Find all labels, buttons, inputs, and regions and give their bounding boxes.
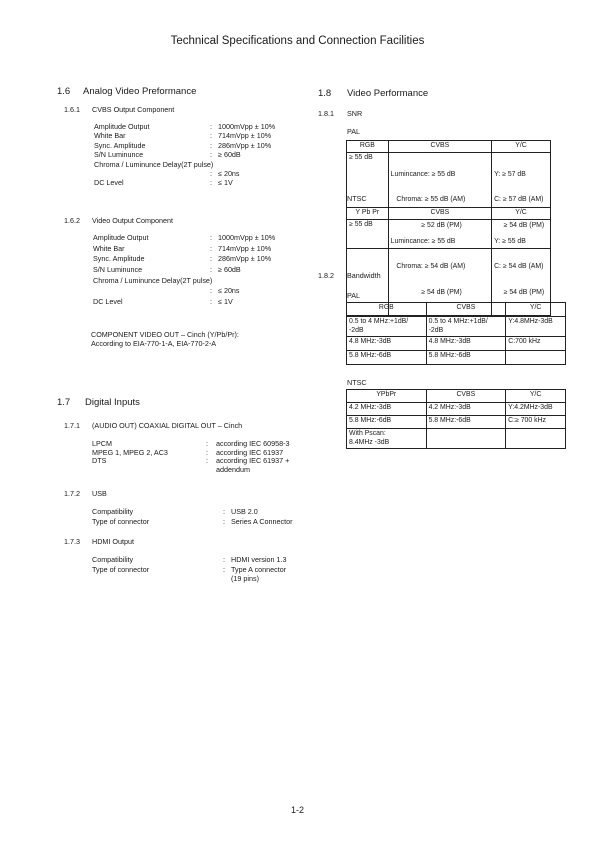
table-row (347, 337, 566, 351)
section-title: Analog Video Preformance (83, 86, 197, 97)
table-cell: Y: ≥ 55 dB C: ≥ 54 dB (AM) ≥ 54 dB (PM) (492, 219, 551, 316)
spec-row: White Bar : 714mVpp ± 10% (94, 131, 272, 141)
table-row (347, 429, 566, 449)
table-row (347, 403, 566, 416)
subsection-number: 1.8.1 (318, 109, 334, 118)
subsection-title: Bandwidth (347, 271, 381, 280)
subsection-number: 1.8.2 (318, 271, 334, 280)
spec-list-usb (92, 507, 293, 527)
subsection-number: 1.7.2 (64, 489, 80, 498)
spec-row: S/N Luminunce : ≥ 60dB (93, 265, 241, 275)
table-cell: 0.5 to 4 MHz:+1dB/ -2dB (426, 317, 506, 337)
column-header: RGB (347, 141, 389, 153)
section-number: 1.7 (57, 397, 71, 408)
table-cell: 4.2 MHz:-3dB (426, 403, 506, 416)
subsection-number: 1.7.3 (64, 537, 80, 546)
snr-ntsc-table (346, 207, 551, 316)
table-cell: C:700 kHz (506, 337, 566, 351)
table-cell: ≥ 55 dB (347, 219, 389, 316)
component-note (91, 330, 239, 349)
column-header: Y Pb Pr (347, 208, 389, 220)
spec-row: Sync. Amplitude : 286mVpp ± 10% (94, 140, 272, 150)
spec-row: Compatibility : HDMI version 1.3 (92, 555, 287, 564)
table-row (347, 351, 566, 365)
pal-label: PAL (347, 127, 361, 136)
spec-row: White Bar : 714mVpp ± 10% (93, 243, 272, 253)
spec-list-hdmi (92, 555, 287, 584)
subsection-title: Video Output Component (92, 216, 173, 225)
spec-list-digital-out (92, 439, 290, 475)
spec-list-component (93, 233, 276, 308)
spec-row: Type of connector : Series A Connector (92, 516, 293, 526)
column-header: Y/C (492, 141, 551, 153)
table-cell (506, 429, 566, 449)
bandwidth-pal-table (346, 302, 566, 365)
page-number: 1-2 (290, 805, 304, 815)
ntsc-label: NTSC (347, 194, 367, 203)
table-header-row (347, 208, 551, 220)
spec-row: DC Level : ≤ 1V (93, 297, 233, 307)
spec-row: Sync. Amplitude : 286mVpp ± 10% (93, 254, 272, 264)
table-header-row (347, 303, 566, 317)
spec-list-cvbs (94, 122, 276, 188)
table-cell: ≥ 55 dB (347, 152, 389, 249)
spec-row: DC Level : ≤ 1V (94, 178, 233, 188)
section-title: Digital Inputs (85, 397, 140, 408)
subsection-number: 1.6.2 (64, 216, 80, 225)
spec-row: : ≤ 20ns (210, 168, 240, 178)
table-cell: 5.8 MHz:-6dB (426, 351, 506, 365)
column-header: YPbPr (347, 390, 427, 403)
table-cell: 4.8 MHz:-3dB (347, 337, 427, 351)
spec-row: (19 pins) (231, 574, 259, 583)
ntsc-label: NTSC (347, 378, 367, 387)
table-cell: 4.8 MHz:-3dB (426, 337, 506, 351)
spec-row: MPEG 1, MPEG 2, AC3 : according IEC 61937 (92, 447, 284, 457)
page-title: Technical Specifications and Connection Facilities (170, 35, 425, 47)
table-cell: 5.8 MHz:-6dB (426, 416, 506, 429)
table-header-row (347, 390, 566, 403)
subsection-number: 1.6.1 (64, 105, 80, 114)
spec-row: Chroma / Luminunce Delay(2T pulse) (94, 159, 214, 169)
bandwidth-ntsc-table (346, 389, 566, 449)
subsection-title: HDMI Output (92, 537, 134, 546)
subsection-title: CVBS Output Component (92, 105, 175, 114)
subsection-title: SNR (347, 109, 363, 118)
spec-row: : ≤ 20ns (210, 286, 240, 296)
section-number: 1.6 (57, 86, 71, 97)
spec-row: Chroma / Luminunce Delay(2T pulse) (93, 275, 213, 285)
column-header: Y/C (506, 390, 566, 403)
column-header: Y/C (492, 208, 551, 220)
column-header: CVBS (426, 390, 506, 403)
spec-row: Amplitude Output : 1000mVpp ± 10% (94, 122, 276, 131)
spec-row: DTS : according IEC 61937 + (92, 456, 290, 466)
table-cell (506, 351, 566, 365)
table-row (347, 317, 566, 337)
table-cell: 4.2 MHz:-3dB (347, 403, 427, 416)
table-header-row (347, 141, 551, 153)
column-header: RGB (347, 303, 427, 317)
note-line: According to EIA-770-1-A, EIA-770-2-A (91, 339, 217, 349)
pal-label: PAL (347, 291, 361, 300)
table-row (347, 416, 566, 429)
spec-row: S/N Luminunce : ≥ 60dB (94, 150, 241, 160)
table-cell: 5.8 MHz:-6dB (347, 416, 427, 429)
subsection-title: USB (92, 489, 107, 498)
note-line: COMPONENT VIDEO OUT – Cinch (Y/Pb/Pr): (91, 330, 239, 339)
section-number: 1.8 (318, 88, 332, 99)
table-cell: C:≥ 700 kHz (506, 416, 566, 429)
table-cell: Y:4.8MHz-3dB (506, 317, 566, 337)
spec-row: Amplitude Output : 1000mVpp ± 10% (93, 233, 276, 242)
table-cell (426, 429, 506, 449)
section-title: Video Performance (347, 88, 429, 99)
table-cell: Y: ≥ 57 dB C: ≥ 57 dB (AM) ≥ 54 dB (PM) (492, 152, 551, 249)
subsection-number: 1.7.1 (64, 421, 80, 430)
column-header: CVBS (426, 303, 506, 317)
subsection-title: (AUDIO OUT) COAXIAL DIGITAL OUT – Cinch (92, 421, 243, 430)
column-header: CVBS (388, 208, 491, 220)
table-cell: 5.8 MHz:-6dB (347, 351, 427, 365)
table-cell: Lumincance: ≥ 55 dB Chroma: ≥ 54 dB (AM) ≥ 54 dB (PM) (388, 219, 491, 316)
column-header: Y/C (506, 303, 566, 317)
table-cell: 0.5 to 4 MHz:+1dB/ -2dB (347, 317, 427, 337)
spec-row: Compatibility : USB 2.0 (92, 507, 258, 516)
table-cell: Y:4.2MHz-3dB (506, 403, 566, 416)
spec-row: Type of connector : Type A connector (92, 564, 287, 574)
table-cell: With Pscan: 8.4MHz -3dB (347, 429, 427, 449)
spec-row: LPCM : according IEC 60958-3 (92, 439, 290, 448)
table-cell: Lumincance: ≥ 55 dB Chroma: ≥ 55 dB (AM) ≥ 52 dB (PM) (388, 152, 491, 249)
spec-row: addendum (216, 465, 250, 475)
column-header: CVBS (388, 141, 491, 153)
